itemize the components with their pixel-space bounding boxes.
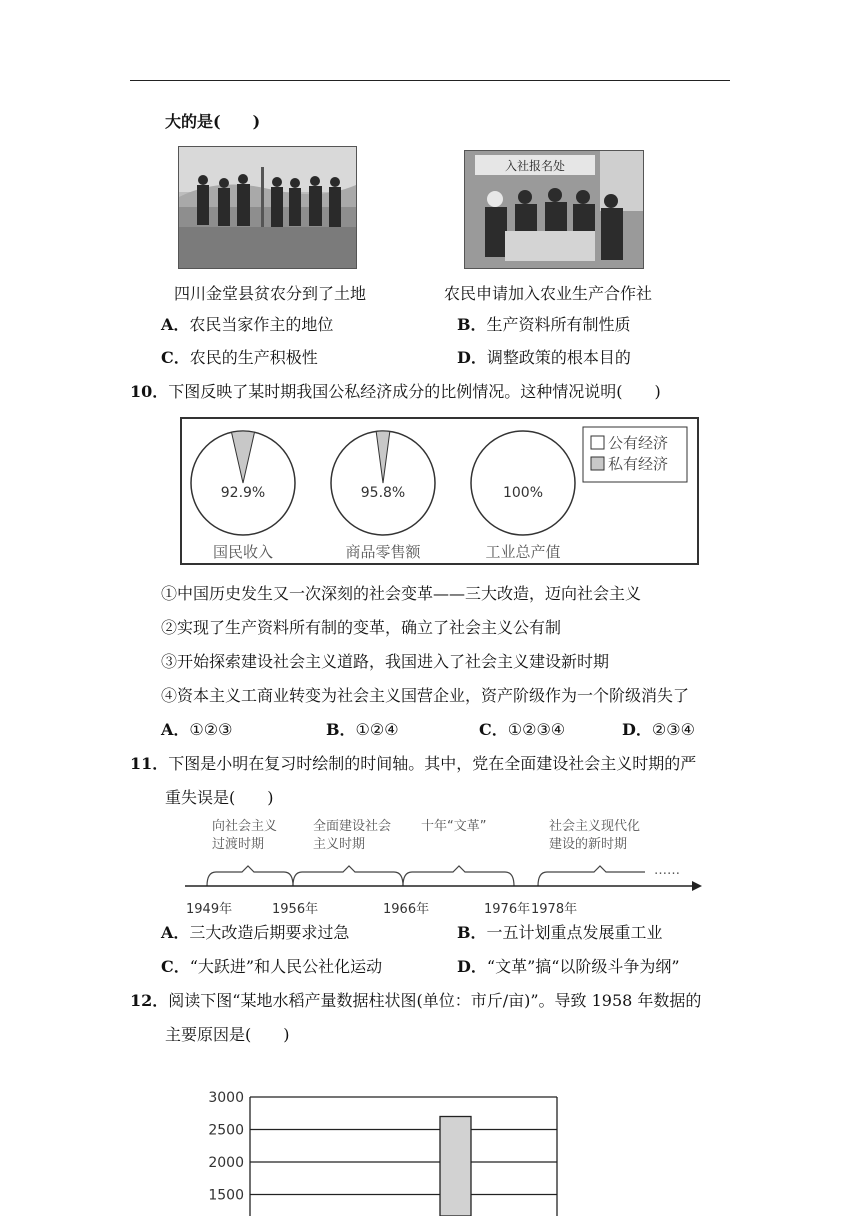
- q10-statement-3: ③开始探索建设社会主义道路，我国进入了社会主义建设新时期: [161, 652, 610, 671]
- q10-option-a[interactable]: A．①②③: [161, 720, 233, 739]
- header-rule: [130, 80, 730, 81]
- y-tick-label-2: 2500: [208, 1122, 244, 1139]
- pie-1-value-label: 92.9%: [220, 485, 266, 501]
- q9-option-b[interactable]: B．生产资料所有制性质: [457, 315, 631, 334]
- q9-option-a[interactable]: A．农民当家作主的地位: [161, 315, 334, 334]
- y-tick-label-1: 3000: [208, 1090, 244, 1106]
- photo-cooperative-signup-image: [465, 151, 643, 268]
- timeline-period-2-line1: 全面建设社会: [313, 819, 392, 834]
- q12-bar-chart: [200, 1085, 570, 1216]
- pie-3-category-label: 工业总产值: [485, 543, 561, 561]
- timeline-period-2-line2: 主义时期: [313, 837, 366, 852]
- q11-option-b[interactable]: B．一五计划重点发展重工业: [457, 923, 663, 942]
- timeline-period-1-line2: 过渡时期: [212, 837, 265, 852]
- timeline-period-1-line1: 向社会主义: [212, 819, 278, 834]
- pie-1-category-label: 国民收入: [212, 543, 274, 561]
- q10-pie-chart-frame: [180, 417, 699, 565]
- q11-timeline: [180, 812, 710, 922]
- q12-stem-line2: 主要原因是( ): [165, 1025, 290, 1044]
- q10-option-c[interactable]: C．①②③④: [479, 720, 566, 739]
- q10-statement-2: ②实现了生产资料所有制的变革，确立了社会主义公有制: [161, 618, 562, 637]
- q12-stem-line1: 12．阅读下图“某地水稻产量数据柱状图(单位：市斤/亩)”。导致 1958 年数据的: [130, 991, 702, 1010]
- photo2-caption: 农民申请加入农业生产合作社: [444, 284, 653, 303]
- q10-stem: 10．下图反映了某时期我国公私经济成分的比例情况。这种情况说明( ): [130, 382, 661, 401]
- q9-option-d[interactable]: D．调整政策的根本目的: [457, 348, 631, 367]
- timeline-period-4-line1: 社会主义现代化: [549, 819, 641, 834]
- q11-option-a[interactable]: A．三大改造后期要求过急: [161, 923, 350, 942]
- pie-2-value-label: 95.8%: [360, 485, 406, 501]
- q10-statement-4: ④资本主义工商业转变为社会主义国营企业，资产阶级作为一个阶级消失了: [161, 686, 690, 705]
- y-tick-label-4: 1500: [208, 1187, 244, 1204]
- photo-cooperative-signup: [464, 150, 644, 269]
- timeline-braces: [207, 866, 645, 886]
- q9-stem-tail: 大的是( ): [165, 112, 261, 131]
- photo-farmers-land: [178, 146, 357, 269]
- q10-option-b[interactable]: B．①②④: [326, 720, 399, 739]
- photo-sign-text: 入社报名处: [504, 159, 566, 173]
- q10-option-d[interactable]: D．②③④: [622, 720, 695, 739]
- legend-label-1: 公有经济: [608, 434, 669, 452]
- timeline-period-4-line2: 建设的新时期: [549, 837, 628, 852]
- photo1-caption: 四川金堂县贫农分到了土地: [174, 284, 367, 303]
- q10-statement-1: ①中国历史发生又一次深刻的社会变革——三大改造，迈向社会主义: [161, 584, 642, 603]
- timeline-year-1976: 1976年: [484, 902, 531, 917]
- timeline-year-1978: 1978年: [531, 902, 578, 917]
- q11-stem-line2: 重失误是( ): [165, 788, 274, 807]
- bar-1958: [440, 1117, 471, 1216]
- timeline-year-1956: 1956年: [272, 902, 319, 917]
- timeline-year-1949: 1949年: [186, 902, 233, 917]
- legend-label-2: 私有经济: [608, 455, 669, 473]
- pie-3-circle: [471, 431, 575, 535]
- timeline-period-3-line1: 十年“文革”: [421, 819, 487, 834]
- legend-swatch-2: [591, 457, 604, 470]
- timeline-year-1966: 1966年: [383, 902, 430, 917]
- pie-3-value-label: 100%: [502, 485, 544, 501]
- q11-option-c[interactable]: C．“大跃进”和人民公社化运动: [161, 957, 383, 976]
- q9-option-c[interactable]: C．农民的生产积极性: [161, 348, 318, 367]
- y-tick-label-3: 2000: [208, 1155, 244, 1171]
- timeline-arrow-icon: [692, 881, 702, 891]
- q11-option-d[interactable]: D．“文革”搞“以阶级斗争为纲”: [457, 957, 680, 976]
- timeline-ellipsis: ……: [654, 863, 680, 878]
- photo-farmers-land-image: [179, 147, 356, 268]
- legend-swatch-1: [591, 436, 604, 449]
- q10-pie-chart: [182, 419, 697, 563]
- pie-2-category-label: 商品零售额: [345, 543, 421, 561]
- q11-stem-line1: 11．下图是小明在复习时绘制的时间轴。其中，党在全面建设社会主义时期的严: [130, 754, 697, 773]
